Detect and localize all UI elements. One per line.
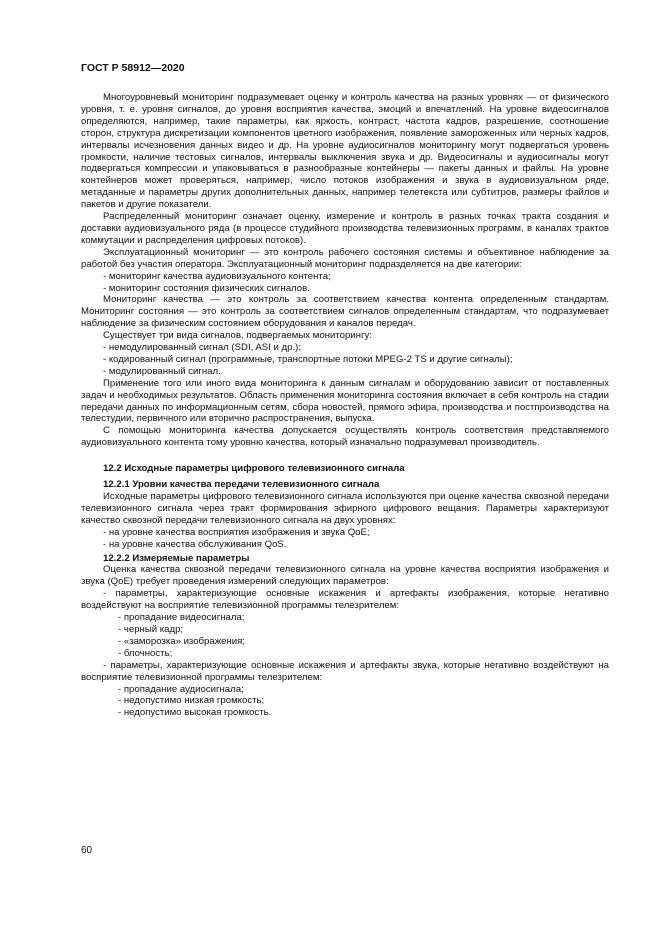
list-item: - блочность; [118,647,173,659]
list-item: - мониторинг состояния физических сигналов. [103,282,310,294]
paragraph: Применение того или иного вида мониторинга к данным сигналам и оборудованию зависит от поставленных задач и необходимых результатов. Область применения мониторинга состояния включает в себя контроль на стадии передачи данных по информационным сетям, сбора новостей, прямого эфира, производства и постпроизводства на телестудии, первичного или вторично распространения, выпуска. [81,377,609,425]
list-item: - мониторинг качества аудиовизуального контента; [103,270,331,282]
list-item: - модулированный сигнал. [103,365,221,377]
paragraph: Оценка качества сквозной передачи телевизионного сигнала на уровне качества восприятия изображения и звука (QoE) требует проведения измерений следующих параметров: [81,564,609,588]
list-item: - параметры, характеризующие основные искажения и артефакты звука, которые негативно воздействуют на восприятие телевизионной программы телезрителем: [81,659,609,683]
document-header: ГОСТ Р 58912—2020 [81,62,185,74]
list-item: - недопустимо высокая громкость. [118,707,272,719]
list-item: - кодированный сигнал (программные, транспортные потоки MPEG-2 TS и другие сигналы); [103,353,513,365]
paragraph: Существует три вида сигналов, подвергаемых мониторингу: [103,330,372,342]
list-item: - на уровне качества обслуживания QoS. [103,538,287,550]
list-item: - недопустимо низкая громкость; [118,695,265,707]
list-item: - черный кадр; [118,623,184,635]
list-item: - параметры, характеризующие основные искажения и артефакты изображения, которые негативно воздействуют на восприятие телевизионной программы телезрителем: [81,588,609,612]
section-heading: 12.2 Исходные параметры цифрового телевизионного сигнала [103,463,405,475]
list-item: - немодулированный сигнал (SDI, ASI и др.); [103,342,302,354]
list-item: - пропадание аудиосигнала; [118,683,244,695]
list-item: - «заморозка» изображения; [118,635,245,647]
list-item: - пропадание видеосигнала; [118,612,245,624]
page-number: 60 [81,845,93,856]
paragraph: С помощью мониторинга качества допускается осуществлять контроль соответствия представляемого аудиовизуального контента тому уровню качества, который изначально подразумевал производитель. [81,425,609,449]
list-item: - на уровне качества восприятия изображения и звука QoE; [103,526,370,538]
paragraph: Эксплуатационный мониторинг — это контроль рабочего состояния системы и объективное наблюдение за работой без участия оператора. Эксплуатационный мониторинг подразделяется на две категории: [81,246,609,270]
paragraph: Исходные параметры цифрового телевизионного сигнала используются при оценке качества сквозной передачи телевизионного сигнала через тракт формирования эфирного цифрового вещания. Параметры характеризуют качество сквозной передачи телевизионного сигнала на двух уровнях: [81,491,609,526]
subsection-heading: 12.2.1 Уровни качества передачи телевизионного сигнала [103,479,380,491]
paragraph: Мониторинг качества — это контроль за соответствием качества контента определенным стандартам. Мониторинг состояния — это контроль за соответствием сигналов определенным стандартам, что подразумевает наблюдение за физическим состоянием оборудования и каналов передач. [81,294,609,330]
document-body [81,92,609,719]
paragraph: Распределенный мониторинг означает оценку, измерение и контроль в разных точках тракта создания и доставки аудиовизуального ряда (в процессе студийного производства телевизионных программ, в каналах трактов коммутации и распределения цифровых потоков). [81,211,609,246]
subsection-heading: 12.2.2 Измеряемые параметры [103,552,250,564]
paragraph: Многоуровневый мониторинг подразумевает оценку и контроль качества на разных уровнях — от физического уровня, т. е. уровня сигналов, до уровня восприятия качества, эмоций и впечатлений. На уровне видеосигналов определяются, например, такие параметры, как яркость, контраст, частота кадров, разрешение, соотношение сторон, структура дискретизации компонентов цветного изображения, появление замороженных или черных кадров, интервалы исчезновения данных видео и др. На уровне аудиосигналов мониторингу могут подвергаться уровень громкости, наличие тестовых сигналов, интервалы выключения звука и др. Видеосигналы и аудиосигналы могут подвергаться компрессии и упаковываться в разнообразные контейнеры — пакеты данных и файлы. На уровне контейнеров может проверяться, например, число потоков изображения и звука в аудиовизуальном ряде, метаданные и параметры других дополнительных данных, например телетекста или субтитров, размеры файлов и пакетов и другие показатели. [81,92,609,211]
